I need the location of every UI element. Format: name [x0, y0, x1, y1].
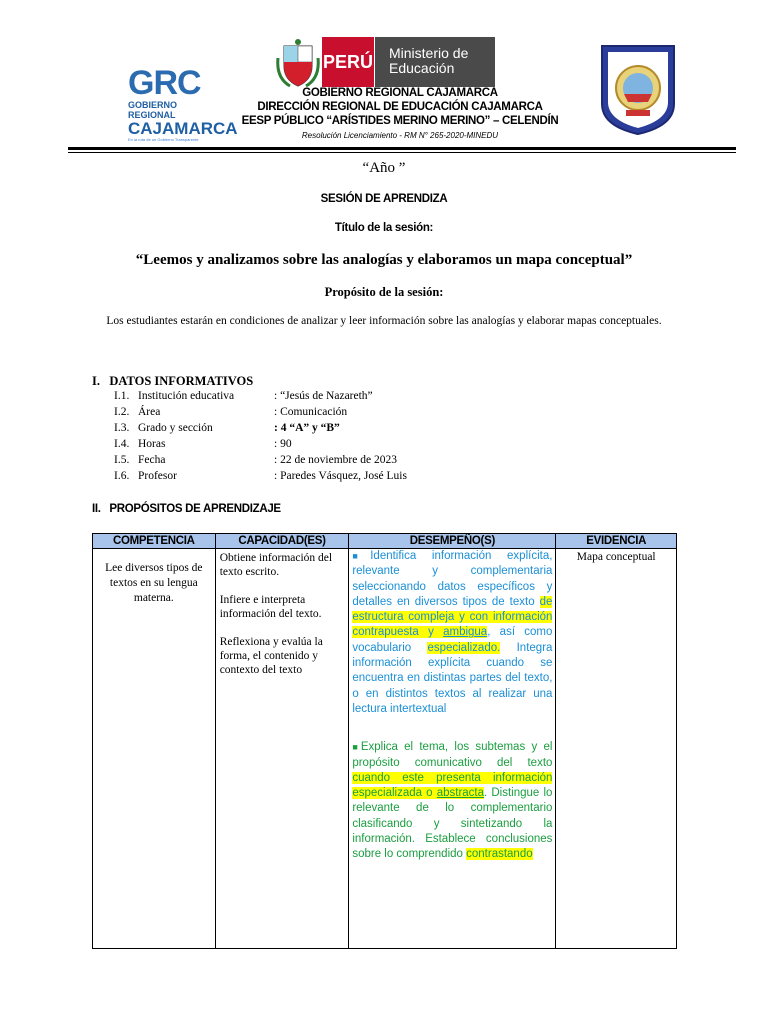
header-rule	[68, 147, 736, 150]
header-line1: GOBIERNO REGIONAL CAJAMARCA	[302, 87, 498, 99]
year-title: “Año ”	[362, 160, 406, 176]
datos-num: I.2.	[114, 406, 130, 418]
desempeno-2-part-d: . Distingue lo relevante de lo complementario clasificando y sintetizando la información. Establece conclusiones sobre lo comprendido	[352, 787, 553, 861]
datos-heading: I. DATOS INFORMATIVOS	[92, 374, 254, 388]
desempeno-2	[352, 740, 552, 862]
purpose-label: Propósito de la sesión:	[324, 285, 444, 299]
col-evidencia: EVIDENCIA	[556, 534, 677, 549]
institution-emblem-icon	[600, 44, 676, 136]
datos-num: I.3.	[114, 422, 130, 434]
peru-shield-icon	[276, 38, 320, 88]
peru-label: PERÚ	[322, 37, 374, 87]
datos-row	[114, 422, 340, 438]
session-title: “Leemos y analizamos sobre las analogías y elaboramos un mapa conceptual”	[135, 252, 633, 268]
header-rule-thin	[68, 152, 736, 153]
table-header-row	[93, 534, 677, 549]
competencia-cell: Lee diversos tipos de textos en su lengua materna.	[93, 549, 216, 949]
desempeno-2-part-a: Explica el tema, los subtemas y el propósito comunicativo del texto	[352, 741, 553, 769]
datos-row	[114, 406, 347, 422]
datos-label: Área	[138, 406, 161, 418]
datos-row	[114, 390, 373, 406]
evidencia-cell: Mapa conceptual	[556, 549, 677, 949]
col-desempenos: DESEMPEÑO(S)	[349, 534, 556, 549]
session-title-label: Título de la sesión:	[334, 222, 434, 234]
capacidades-cell	[215, 549, 349, 949]
datos-label: Profesor	[138, 470, 177, 482]
datos-row	[114, 438, 292, 454]
datos-label: Horas	[138, 438, 166, 450]
datos-num: I.1.	[114, 390, 130, 402]
desempeno-1	[352, 549, 552, 717]
bullet-icon: ■	[352, 742, 361, 753]
propositos-table	[92, 533, 677, 949]
col-competencia: COMPETENCIA	[93, 534, 216, 549]
grc-logo-line3: En la ruta de un Gobierno Transparente	[128, 137, 199, 142]
desempeno-1-part-d: , así como vocabulario	[352, 626, 553, 654]
purpose-text: Los estudiantes estarán en condiciones de analizar y leer información sobre las analogías y elaborar mapas conceptuales.	[106, 315, 662, 327]
datos-num: I.6.	[114, 470, 130, 482]
grc-logo-mark: GRC	[128, 64, 201, 102]
desempeno-2-part-b: cuando este presenta información especializada o	[352, 771, 553, 800]
desempeno-2-part-c: abstracta	[436, 787, 485, 800]
capacidad-item: Infiere e interpreta información del texto.	[219, 594, 322, 620]
desempeno-1-part-a: Identifica información explícita, relevante y complementaria seleccionando datos específicos y detalles en diversos tipos de texto	[352, 550, 553, 608]
datos-value: : Comunicación	[274, 406, 348, 418]
desempeno-1-part-c: ambigua	[443, 626, 488, 639]
desempeno-2-part-e: contrastando	[466, 848, 533, 861]
header-line2: DIRECCIÓN REGIONAL DE EDUCACIÓN CAJAMARCA	[257, 101, 543, 113]
datos-value: : Paredes Vásquez, José Luis	[274, 470, 407, 482]
desempeno-1-part-f: Integra información explícita cuando se encuentra en distintas partes del texto, o en distintos textos al realizar una lectura intertextual	[352, 641, 553, 715]
desempenos-cell	[349, 549, 556, 949]
session-heading: SESIÓN DE APRENDIZA	[320, 193, 448, 205]
desempeno-1-part-e: especializado.	[427, 641, 501, 654]
capacidad-item: Reflexiona y evalúa la forma, el contenido y contexto del texto	[219, 636, 323, 676]
desempeno-1-part-b: de estructura compleja y con información contrapuesta y	[352, 595, 553, 639]
datos-value: : 90	[274, 438, 292, 450]
datos-value: : “Jesús de Nazareth”	[274, 390, 373, 402]
datos-label: Fecha	[138, 454, 166, 466]
bullet-icon: ■	[352, 551, 371, 561]
datos-row	[114, 454, 397, 470]
ministerio-label: Ministerio de Educación	[375, 37, 495, 87]
datos-num: I.5.	[114, 454, 130, 466]
datos-label: Grado y sección	[138, 422, 213, 434]
datos-value: : 22 de noviembre de 2023	[274, 454, 397, 466]
datos-row	[114, 470, 407, 486]
grc-logo-line2: CAJAMARCA	[128, 119, 238, 138]
capacidad-item: Obtiene información del texto escrito.	[219, 552, 333, 578]
datos-value: : 4 “A” y “B”	[274, 422, 340, 434]
grc-logo-line1: GOBIERNO REGIONAL	[128, 100, 178, 120]
col-capacidades: CAPACIDAD(ES)	[215, 534, 349, 549]
propositos-heading: II. PROPÓSITOS DE APRENDIZAJE	[92, 503, 281, 515]
header-resolution: Resolución Licenciamiento - RM N° 265-2020-MINEDU	[301, 131, 499, 140]
table-row	[93, 549, 677, 949]
datos-label: Institución educativa	[138, 390, 235, 402]
datos-num: I.4.	[114, 438, 130, 450]
header-line3: EESP PÚBLICO “ARÍSTIDES MERINO MERINO” – CELENDÍN	[241, 115, 559, 127]
